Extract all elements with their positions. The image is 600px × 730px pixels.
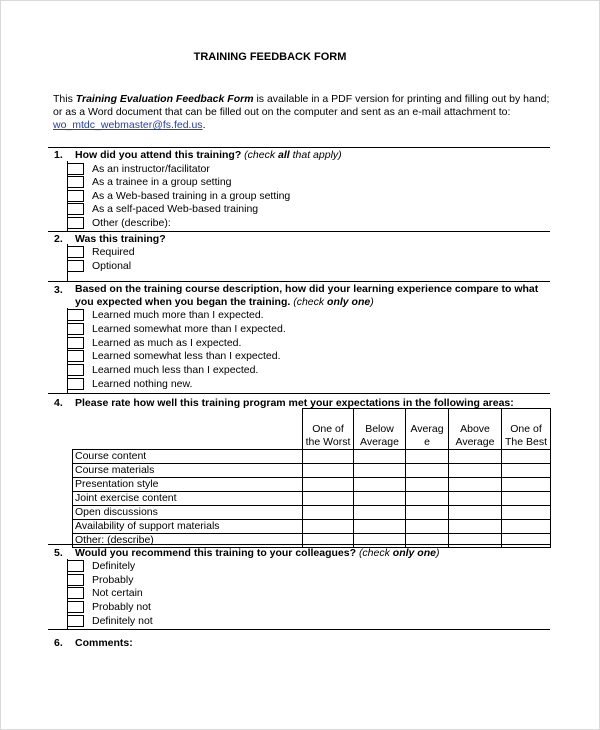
question-hint: (check only one): [358, 547, 440, 559]
rating-header: Below Average: [354, 409, 406, 450]
rating-cell[interactable]: [449, 450, 502, 464]
rating-cell[interactable]: [406, 520, 449, 534]
rating-header: One of The Best: [502, 409, 551, 450]
rating-cell[interactable]: [502, 464, 551, 478]
checkbox[interactable]: [67, 163, 84, 175]
option-label: Not certain: [92, 587, 143, 599]
checkbox[interactable]: [67, 378, 84, 390]
rating-cell[interactable]: [502, 478, 551, 492]
table-row: [73, 534, 551, 548]
option-label: Definitely: [92, 560, 136, 572]
rating-cell[interactable]: [502, 492, 551, 506]
rating-cell[interactable]: [502, 534, 551, 548]
table-row: [73, 520, 551, 534]
divider: [48, 393, 550, 394]
question-number: 5.: [54, 547, 63, 559]
checkbox[interactable]: [67, 337, 84, 349]
rating-cell[interactable]: [303, 520, 354, 534]
rating-header: Average: [406, 409, 449, 450]
rating-cell[interactable]: [502, 450, 551, 464]
table-row: [73, 464, 551, 478]
checkbox[interactable]: [67, 309, 84, 321]
table-row: [73, 478, 551, 492]
intro-form-name: Training Evaluation Feedback Form: [75, 93, 254, 105]
rating-cell[interactable]: [303, 492, 354, 506]
rating-cell[interactable]: [303, 478, 354, 492]
rating-cell[interactable]: [354, 478, 406, 492]
row-label: Open discussions: [73, 506, 303, 520]
question-label: Based on the training course description, how did your learning experience compare to what you expected when you began the training.: [75, 283, 539, 308]
checkbox[interactable]: [67, 203, 84, 215]
rating-cell[interactable]: [406, 464, 449, 478]
option-label: Learned as much as I expected.: [92, 337, 242, 349]
rating-cell[interactable]: [406, 478, 449, 492]
row-label: Availability of support materials: [73, 520, 303, 534]
checkbox[interactable]: [67, 364, 84, 376]
divider: [48, 231, 550, 232]
question-6-text: Comments:: [75, 637, 133, 649]
rating-cell[interactable]: [449, 506, 502, 520]
question-1-text: [75, 149, 545, 162]
option-label: As an instructor/facilitator: [92, 163, 210, 175]
checkbox[interactable]: [67, 246, 84, 258]
checkbox[interactable]: [67, 574, 84, 586]
intro-paragraph: [53, 93, 553, 132]
rating-cell[interactable]: [303, 534, 354, 548]
question-5-text: [75, 547, 545, 560]
checkbox[interactable]: [67, 615, 84, 627]
option-label: As a self-paced Web-based training: [92, 203, 259, 215]
question-label: How did you attend this training?: [75, 149, 242, 161]
rating-cell[interactable]: [502, 520, 551, 534]
question-hint: (check all that apply): [244, 149, 342, 161]
rating-cell[interactable]: [449, 534, 502, 548]
checkbox[interactable]: [67, 176, 84, 188]
option-label: Definitely not: [92, 615, 153, 627]
divider: [48, 147, 550, 148]
option-label: Probably not: [92, 601, 151, 613]
option-label: Learned somewhat more than I expected.: [92, 323, 286, 335]
divider: [48, 281, 550, 282]
rating-header: Above Average: [449, 409, 502, 450]
email-suffix: .: [202, 119, 206, 131]
option-label: Optional: [92, 260, 132, 272]
question-number: 2.: [54, 233, 63, 245]
table-row: [73, 506, 551, 520]
rating-header-blank: [73, 409, 303, 450]
rating-cell[interactable]: [406, 492, 449, 506]
checkbox[interactable]: [67, 350, 84, 362]
rating-cell[interactable]: [303, 464, 354, 478]
divider: [48, 629, 550, 630]
question-number: 1.: [54, 149, 63, 161]
table-row: [73, 492, 551, 506]
rating-cell[interactable]: [354, 464, 406, 478]
row-label: Joint exercise content: [73, 492, 303, 506]
rating-cell[interactable]: [354, 450, 406, 464]
question-number: 6.: [54, 637, 63, 649]
row-label: Course content: [73, 450, 303, 464]
question-label: Would you recommend this training to your colleagues?: [75, 547, 357, 559]
email-link[interactable]: wo_mtdc_webmaster@fs.fed.us: [53, 119, 203, 131]
option-label: Probably: [92, 574, 134, 586]
checkbox[interactable]: [67, 260, 84, 272]
rating-cell[interactable]: [406, 450, 449, 464]
question-3-text: [75, 283, 545, 309]
option-label: As a Web-based training in a group setting: [92, 190, 291, 202]
checkbox[interactable]: [67, 190, 84, 202]
rating-cell[interactable]: [449, 464, 502, 478]
rating-header: One of the Worst: [303, 409, 354, 450]
rating-cell[interactable]: [354, 520, 406, 534]
checkbox[interactable]: [67, 587, 84, 599]
rating-table: [72, 408, 551, 548]
checkbox[interactable]: [67, 560, 84, 572]
rating-cell[interactable]: [354, 506, 406, 520]
rating-cell[interactable]: [406, 506, 449, 520]
row-label: Other: (describe): [73, 534, 303, 548]
question-2-text: Was this training?: [75, 233, 166, 245]
rating-cell[interactable]: [406, 534, 449, 548]
rating-cell[interactable]: [303, 506, 354, 520]
checkbox[interactable]: [67, 323, 84, 335]
rating-cell[interactable]: [449, 478, 502, 492]
row-label: Course materials: [73, 464, 303, 478]
table-row: [73, 450, 551, 464]
rating-cell[interactable]: [303, 450, 354, 464]
option-label: Learned nothing new.: [92, 378, 193, 390]
row-label: Presentation style: [73, 478, 303, 492]
intro-suffix: is available in a PDF version for printing and filling out by hand; or as a Word document that can be filled out on the computer and sent as an e-mail attachment to:: [53, 93, 550, 118]
option-label: Learned much less than I expected.: [92, 364, 259, 376]
checkbox[interactable]: [67, 601, 84, 613]
rating-cell[interactable]: [449, 492, 502, 506]
option-label: Required: [92, 246, 135, 258]
option-label: As a trainee in a group setting: [92, 176, 232, 188]
form-title: TRAINING FEEDBACK FORM: [193, 51, 347, 63]
rating-cell[interactable]: [502, 506, 551, 520]
option-label: Other (describe):: [92, 217, 171, 229]
question-4-text: Please rate how well this training program met your expectations in the following areas:: [75, 397, 514, 409]
question-hint: (check only one): [293, 296, 374, 308]
question-number: 4.: [54, 397, 63, 409]
rating-cell[interactable]: [449, 520, 502, 534]
option-label: Learned somewhat less than I expected.: [92, 350, 281, 362]
intro-prefix: This: [53, 93, 76, 105]
rating-cell[interactable]: [354, 534, 406, 548]
question-number: 3.: [54, 284, 63, 296]
option-label: Learned much more than I expected.: [92, 309, 264, 321]
checkbox[interactable]: [67, 217, 84, 229]
rating-cell[interactable]: [354, 492, 406, 506]
